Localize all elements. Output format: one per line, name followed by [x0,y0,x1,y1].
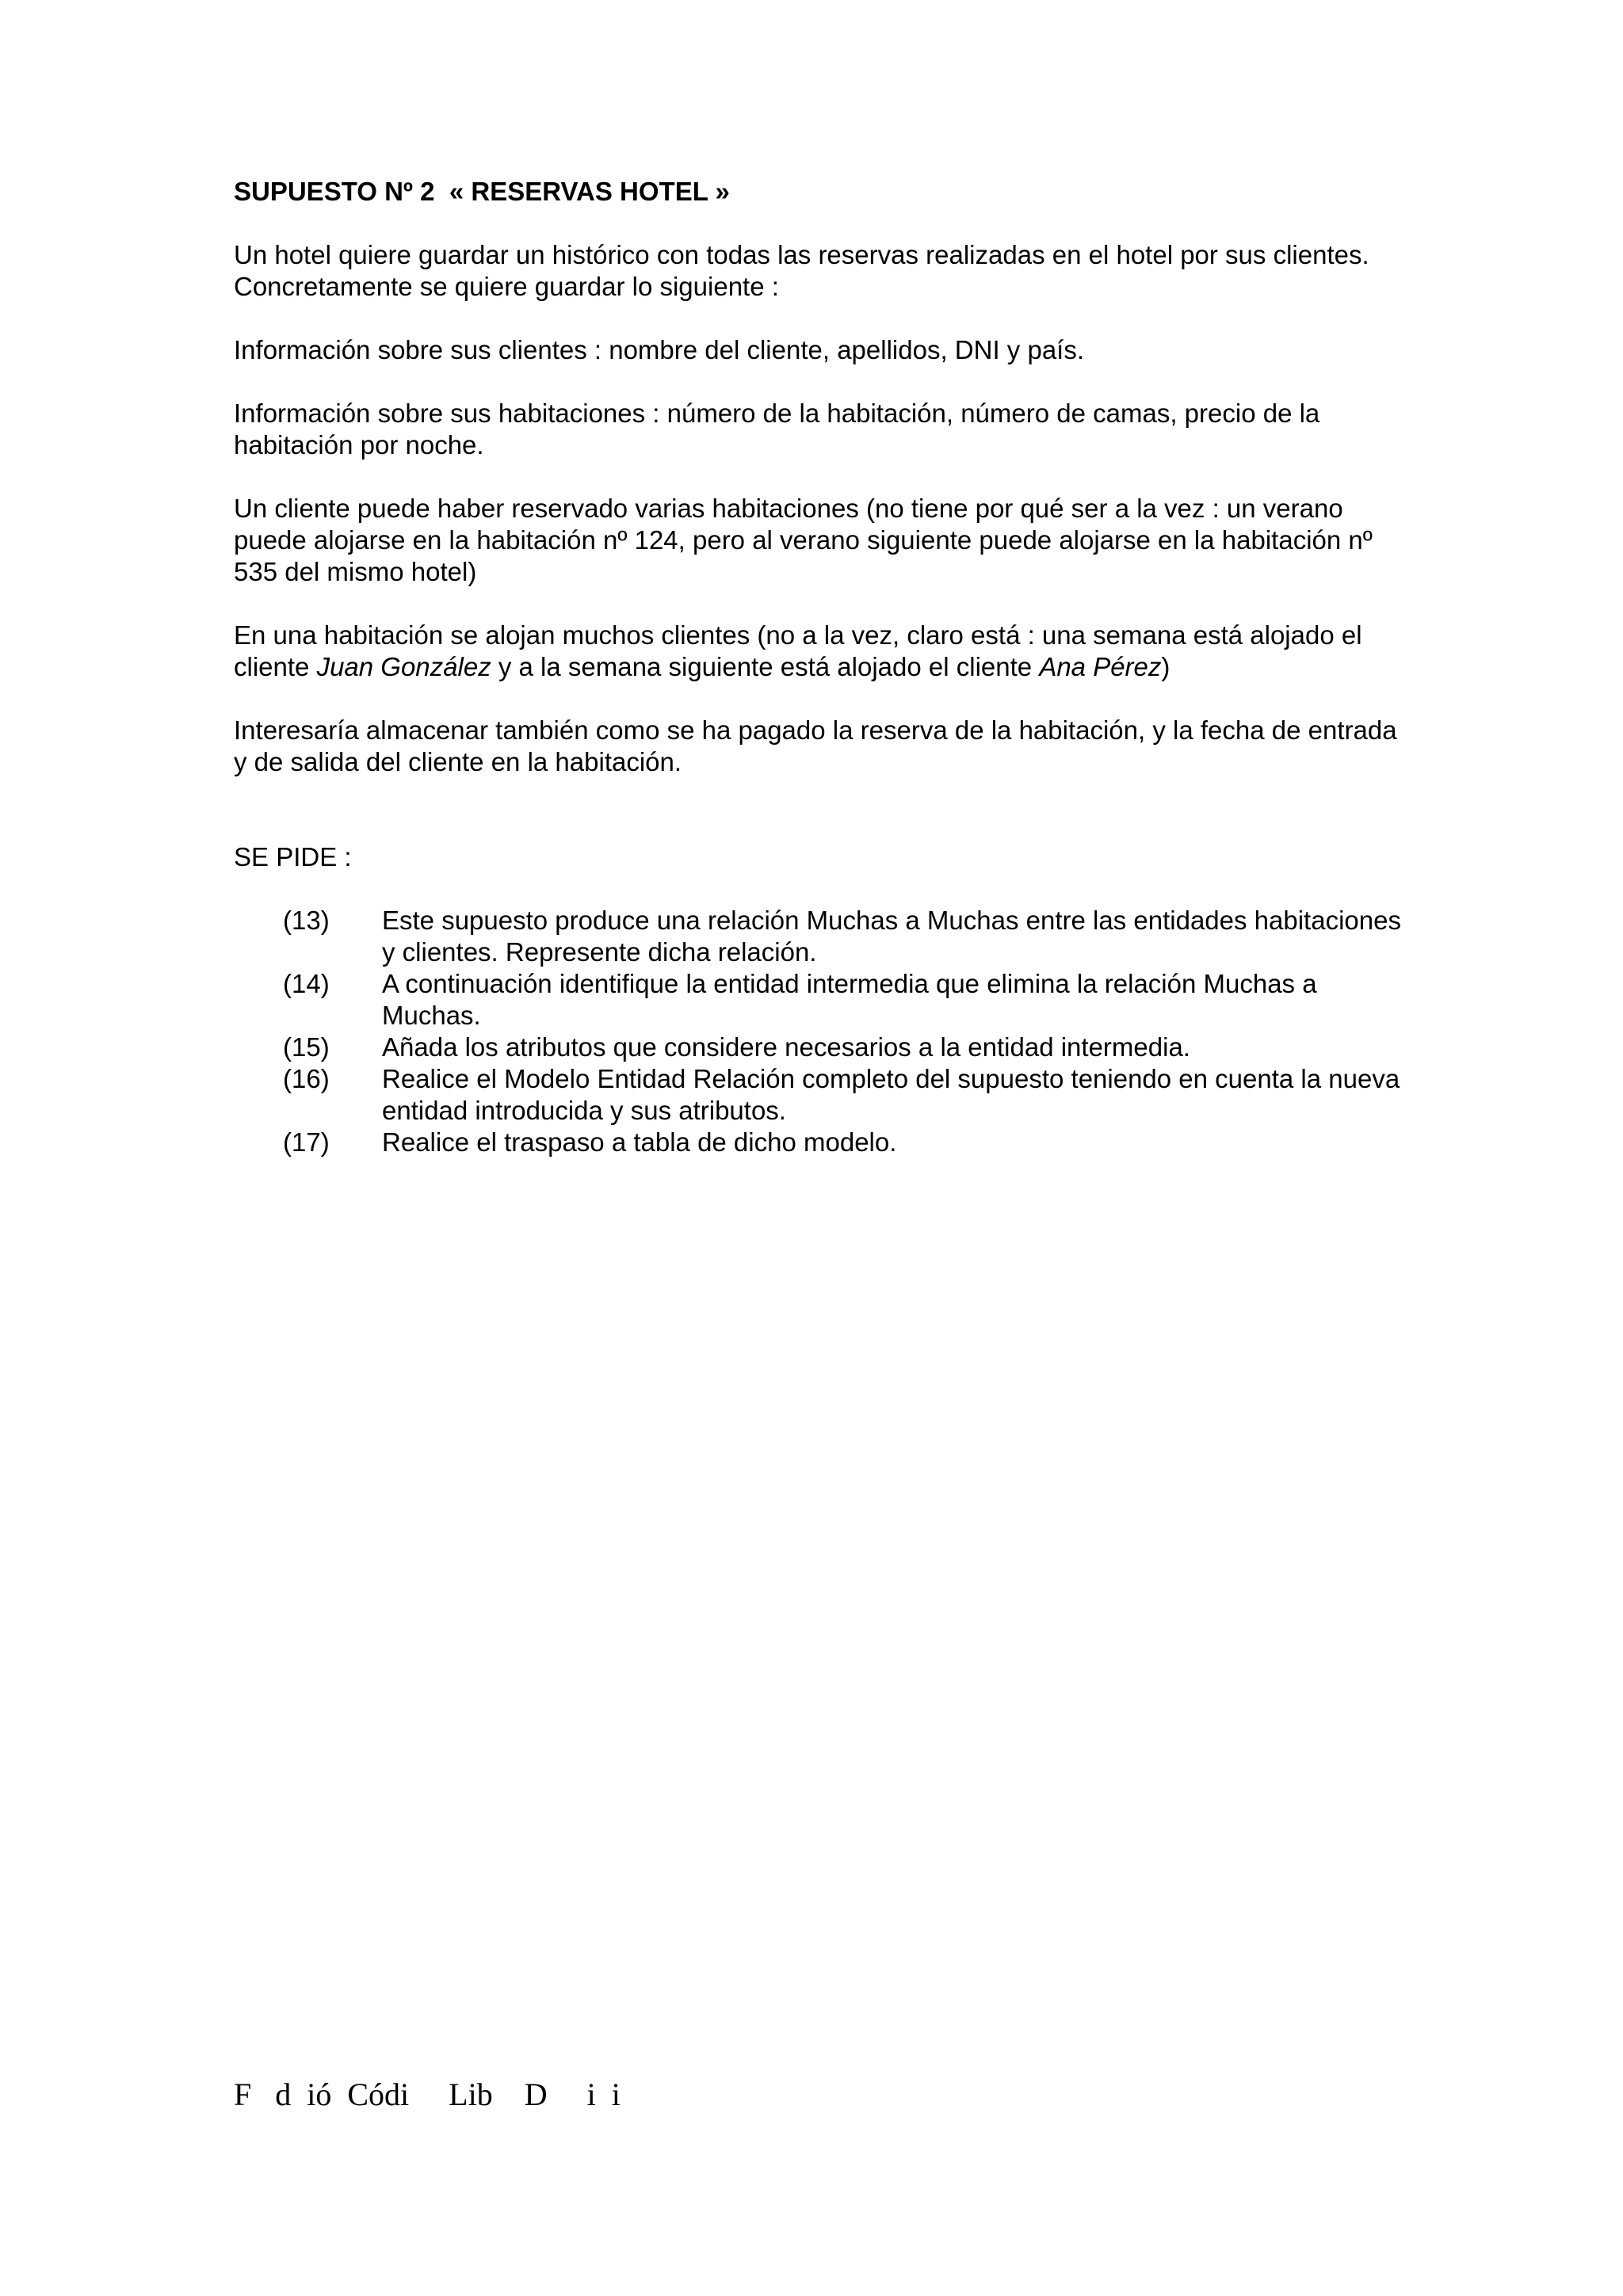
room-clients-text-before: En una habitación se alojan muchos clientes (no a la vez, claro está : una semana está alojado el cliente [234,620,1362,681]
payment-dates-paragraph: Interesaría almacenar también como se ha pagado la reserva de la habitación, y la fecha de entrada y de salida del cliente en la habitación. [234,715,1397,776]
client-rooms-paragraph: Un cliente puede haber reservado varias habitaciones (no tiene por qué ser a la vez : un verano puede alojarse en la habitación nº 124, pero al verano siguiente puede alojarse en la habitación nº 535 del mismo hotel) [234,494,1373,586]
task-item [283,905,1407,968]
room-clients-paragraph [234,620,1407,683]
task-item [283,1032,1407,1063]
room-clients-text-middle: y a la semana siguiente está alojado el cliente [491,652,1040,681]
task-number: (16) [283,1064,330,1093]
task-text: Realice el traspaso a tabla de dicho modelo. [382,1127,897,1157]
clients-info-paragraph: Información sobre sus clientes : nombre del cliente, apellidos, DNI y país. [234,335,1085,364]
task-number: (14) [283,969,330,998]
document-title: SUPUESTO Nº 2 « RESERVAS HOTEL » [234,177,730,206]
document-body [234,176,1407,1158]
client-name-juan: Juan González [316,652,491,681]
task-text: Añada los atributos que considere necesarios a la entidad intermedia. [382,1032,1190,1062]
page-footer: F d ió Códi Lib D i i [234,2077,621,2112]
task-number: (17) [283,1127,330,1157]
task-text: Realice el Modelo Entidad Relación completo del supuesto teniendo en cuenta la nueva entidad introducida y sus atributos. [382,1064,1400,1125]
rooms-info-paragraph: Información sobre sus habitaciones : número de la habitación, número de camas, precio de la habitación por noche. [234,399,1320,460]
task-item [283,1127,1407,1158]
task-number: (15) [283,1032,330,1062]
task-text: A continuación identifique la entidad intermedia que elimina la relación Muchas a Muchas. [382,969,1317,1030]
task-item [283,1063,1407,1127]
se-pide-heading: SE PIDE : [234,842,352,871]
task-text: Este supuesto produce una relación Muchas a Muchas entre las entidades habitaciones y clientes. Represente dicha relación. [382,906,1401,967]
task-list [234,905,1407,1158]
intro-paragraph: Un hotel quiere guardar un histórico con todas las reservas realizadas en el hotel por sus clientes. Concretamente se quiere guardar lo siguiente : [234,240,1369,301]
client-name-ana: Ana Pérez [1039,652,1162,681]
task-item [283,968,1407,1032]
task-number: (13) [283,906,330,935]
room-clients-text-after: ) [1161,652,1170,681]
